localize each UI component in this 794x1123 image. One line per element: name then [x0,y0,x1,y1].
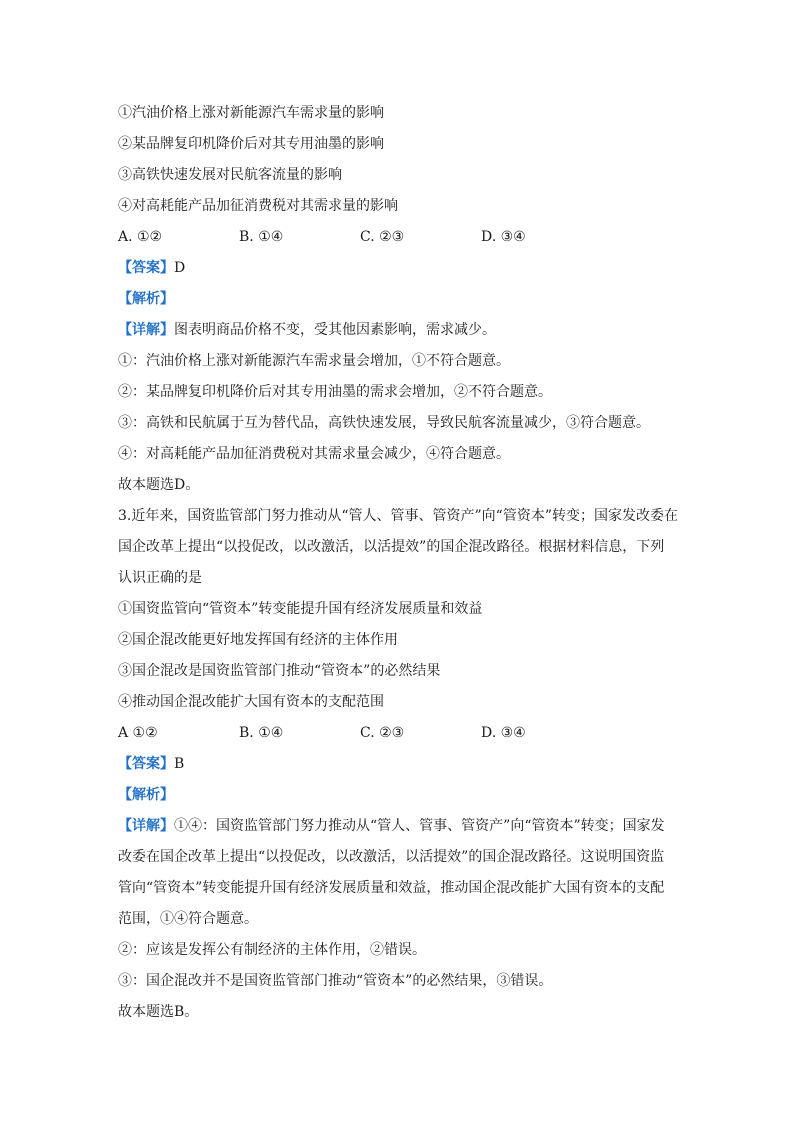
q2-analysis-label: 【解析】 [118,291,174,307]
q2-analysis-line-1: ①：汽油价格上涨对新能源汽车需求量会增加，①不符合题意。 [118,353,510,369]
q2-detail [118,315,678,346]
q3-option-b: B. ①④ [239,725,284,741]
q2-detail-text: 图表明商品价格不变，受其他因素影响，需求减少。 [174,322,496,338]
q2-option-a: A. ①② [118,229,163,245]
q3-answer [118,749,678,780]
q2-analysis-line-3: ③：高铁和民航属于互为替代品，高铁快速发展，导致民航客流量减少，③符合题意。 [118,415,650,431]
q3-detail [118,811,678,935]
q3-item-2: ②国企混改能更好地发挥国有经济的主体作用 [118,632,398,648]
q3-answer-label: 【答案】 [118,756,174,772]
q3-conclusion: 故本题选B。 [118,1004,199,1020]
q3-option-d: D. ③④ [481,725,526,741]
q2-item-3: ③高铁快速发展对民航客流量的影响 [118,167,342,183]
q3-answer-value: B [174,756,185,772]
q2-answer [118,253,678,284]
q3-detail-label: 【详解】 [118,818,174,834]
q3-analysis-line-2: ③：国企混改并不是国资监管部门推动“管资本”的必然结果，③错误。 [118,973,553,989]
q3-stem: 3.近年来，国资监管部门努力推动从“管人、管事、管资产”向“管资本”转变；国家发改委在国企改革上提出“以投促改，以改激活，以活提效”的国企混改路径。根据材料信息，下列认识正确的是 [118,508,678,586]
q2-analysis-heading [118,284,678,315]
q3-item-3: ③国企混改是国资监管部门推动“管资本”的必然结果 [118,663,441,679]
q2-options [118,222,678,253]
q3-analysis-heading [118,780,678,811]
q3-item-1: ①国资监管向“管资本”转变能提升国有经济发展质量和效益 [118,601,483,617]
q2-conclusion: 故本题选D。 [118,477,200,493]
q2-option-b: B. ①④ [239,229,284,245]
q2-analysis-line-2: ②：某品牌复印机降价后对其专用油墨的需求会增加，②不符合题意。 [118,384,552,400]
q3-option-a: A ①② [118,725,158,741]
q3-options [118,718,678,749]
q3-detail-text: ①④：国资监管部门努力推动从“管人、管事、管资产”向“管资本”转变；国家发改委在国企改革上提出“以投促改，以改激活，以活提效”的国企混改路径。这说明国资监管向“管资本”转变能提升国有经济发展质量和效益，推动国企混改能扩大国有资本的支配范围，①④符合题意。 [118,818,665,927]
q2-item-2: ②某品牌复印机降价后对其专用油墨的影响 [118,136,384,152]
q2-option-c: C. ②③ [360,229,405,245]
document-page [118,98,678,1028]
q3-analysis-line-1: ②：应该是发挥公有制经济的主体作用，②错误。 [118,942,426,958]
q2-item-4: ④对高耗能产品加征消费税对其需求量的影响 [118,198,398,214]
q2-item-1: ①汽油价格上涨对新能源汽车需求量的影响 [118,105,384,121]
q2-option-d: D. ③④ [481,229,526,245]
q3-analysis-label: 【解析】 [118,787,174,803]
q2-analysis-line-4: ④：对高耗能产品加征消费税对其需求量会减少，④符合题意。 [118,446,510,462]
q2-detail-label: 【详解】 [118,322,174,338]
q3-option-c: C. ②③ [360,725,405,741]
q2-answer-value: D [174,260,186,276]
q2-answer-label: 【答案】 [118,260,174,276]
q3-item-4: ④推动国企混改能扩大国有资本的支配范围 [118,694,384,710]
